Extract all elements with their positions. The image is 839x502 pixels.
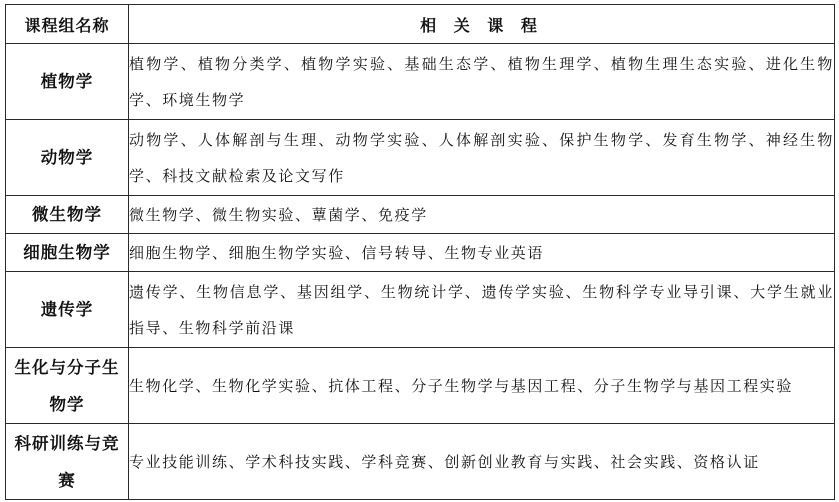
table-row [6, 234, 835, 272]
table-row [6, 120, 835, 196]
group-name-biochem-molecular: 生化与分子生物学 [6, 348, 129, 424]
table-row [6, 424, 835, 500]
course-group-table [5, 4, 835, 500]
courses-zoology: 动物学、人体解剖与生理、动物学实验、人体解剖实验、保护生物学、发育生物学、神经生物学、科技文献检索及论文写作 [129, 120, 835, 196]
header-related-courses: 相 关 课 程 [129, 5, 835, 44]
courses-microbiology: 微生物学、微生物实验、蕈菌学、免疫学 [129, 196, 835, 234]
courses-botany: 植物学、植物分类学、植物学实验、基础生态学、植物生理学、植物生理生态实验、进化生物学、环境生物学 [129, 44, 835, 120]
group-name-research-competition: 科研训练与竞赛 [6, 424, 129, 500]
group-name-genetics: 遗传学 [6, 272, 129, 348]
group-name-microbiology: 微生物学 [6, 196, 129, 234]
table-header-row [6, 5, 835, 44]
table-row [6, 272, 835, 348]
courses-cell-biology: 细胞生物学、细胞生物学实验、信号转导、生物专业英语 [129, 234, 835, 272]
group-name-zoology: 动物学 [6, 120, 129, 196]
group-name-cell-biology: 细胞生物学 [6, 234, 129, 272]
table-row [6, 196, 835, 234]
courses-genetics: 遗传学、生物信息学、基因组学、生物统计学、遗传学实验、生物科学专业导引课、大学生就业指导、生物科学前沿课 [129, 272, 835, 348]
group-name-botany: 植物学 [6, 44, 129, 120]
courses-research-competition: 专业技能训练、学术科技实践、学科竞赛、创新创业教育与实践、社会实践、资格认证 [129, 424, 835, 500]
courses-biochem-molecular: 生物化学、生物化学实验、抗体工程、分子生物学与基因工程、分子生物学与基因工程实验 [129, 348, 835, 424]
table-row [6, 348, 835, 424]
table-row [6, 44, 835, 120]
header-group-name: 课程组名称 [6, 5, 129, 44]
